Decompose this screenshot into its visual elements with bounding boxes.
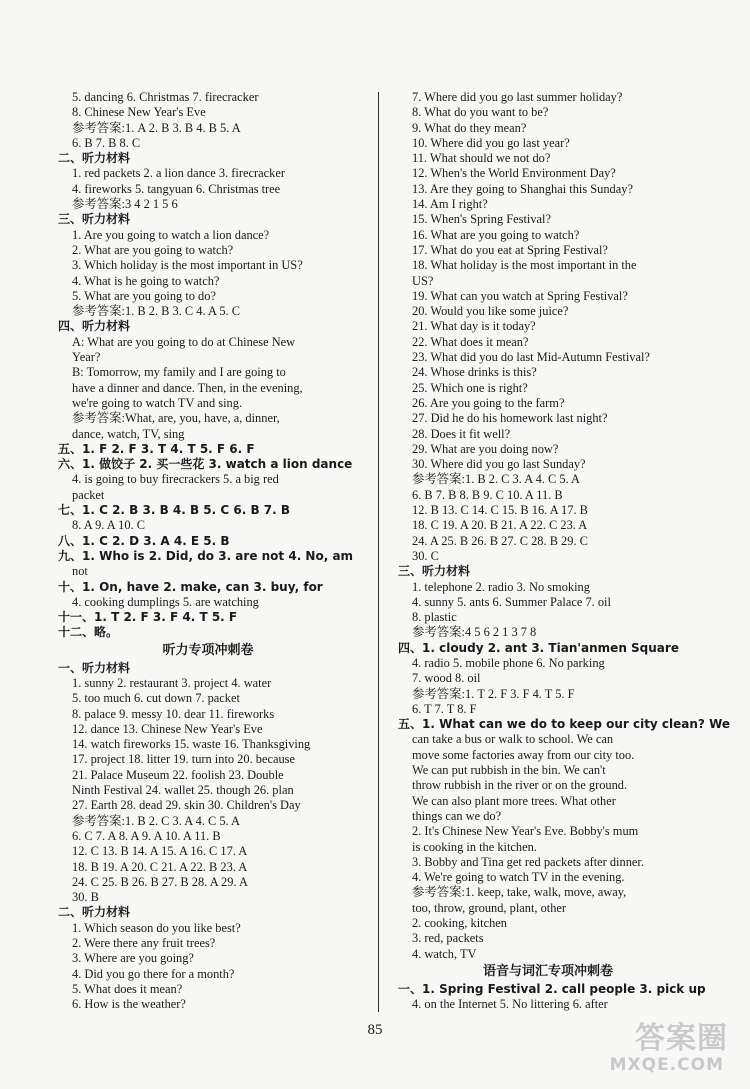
text-line: 2. What are you going to watch?: [72, 242, 234, 257]
text-line: 6. B 7. B 8. C: [72, 135, 141, 150]
text-line: 28. Does it fit well?: [412, 426, 511, 441]
text-line: We can also plant more trees. What other: [412, 793, 616, 808]
section-heading: 七、1. C 2. B 3. B 4. B 5. C 6. B 7. B: [58, 503, 291, 518]
text-line: 6. B 7. B 8. B 9. C 10. A 11. B: [412, 487, 563, 502]
text-line: 19. What can you watch at Spring Festival?: [412, 288, 628, 303]
text-line: have a dinner and dance. Then, in the evening,: [72, 380, 303, 395]
text-line: 参考答案:1. A 2. B 3. B 4. B 5. A: [72, 120, 241, 135]
text-line: 21. Palace Museum 22. foolish 23. Double: [72, 767, 284, 782]
section-title: 语音与词汇专项冲刺卷: [482, 963, 613, 979]
text-line: 13. Are they going to Shanghai this Sunday?: [412, 181, 633, 196]
text-line: 3. Which holiday is the most important in US?: [72, 258, 303, 273]
text-line: 10. Where did you go last year?: [412, 135, 570, 150]
section-heading: 四、1. cloudy 2. ant 3. Tian'anmen Square: [398, 640, 679, 655]
text-line: 14. watch fireworks 15. waste 16. Thanksgiving: [72, 737, 311, 752]
watermark-logo: [609, 1011, 728, 1081]
text-line: 18. B 19. A 20. C 21. A 22. B 23. A: [72, 859, 248, 874]
text-line: 8. What do you want to be?: [412, 105, 549, 120]
text-line: 17. What do you eat at Spring Festival?: [412, 242, 608, 257]
text-line: 7. Where did you go last summer holiday?: [412, 90, 623, 104]
text-line: 1. sunny 2. restaurant 3. project 4. water: [72, 675, 272, 690]
section-heading: 一、听力材料: [58, 660, 131, 675]
text-line: 15. When's Spring Festival?: [412, 212, 551, 227]
text-line: we're going to watch TV and sing.: [72, 395, 243, 410]
text-line: 4. is going to buy firecrackers 5. a big red: [72, 472, 279, 487]
text-line: 4. radio 5. mobile phone 6. No parking: [412, 655, 605, 670]
text-line: 14. Am I right?: [412, 197, 488, 212]
text-line: 参考答案:What, are, you, have, a, dinner,: [72, 411, 280, 426]
right-column: [398, 90, 731, 1013]
text-line: 6. How is the weather?: [72, 997, 186, 1012]
text-line: Ninth Festival 24. wallet 25. though 26. plan: [72, 783, 294, 798]
text-line: 4. What is he going to watch?: [72, 273, 220, 288]
section-heading: 十、1. On, have 2. make, can 3. buy, for: [58, 579, 323, 594]
section-heading: 二、听力材料: [58, 151, 131, 166]
text-line: 参考答案:1. B 2. C 3. A 4. C 5. A: [72, 813, 240, 828]
text-line: 27. Earth 28. dead 29. skin 30. Children's Day: [72, 798, 301, 813]
text-line: 29. What are you doing now?: [412, 441, 559, 456]
text-line: 9. What do they mean?: [412, 120, 527, 135]
text-line: A: What are you going to do at Chinese New: [72, 334, 296, 349]
section-heading: 五、1. F 2. F 3. T 4. T 5. F 6. F: [58, 441, 255, 456]
text-line: 参考答案:1. T 2. F 3. F 4. T 5. F: [412, 686, 575, 701]
text-line: 26. Are you going to the farm?: [412, 395, 565, 410]
text-line: 5. dancing 6. Christmas 7. firecracker: [72, 90, 259, 104]
text-line: 8. A 9. A 10. C: [72, 518, 145, 533]
text-line: 30. Where did you go last Sunday?: [412, 457, 586, 472]
text-line: 24. A 25. B 26. B 27. C 28. B 29. C: [412, 533, 588, 548]
text-line: 18. C 19. A 20. B 21. A 22. C 23. A: [412, 518, 588, 533]
text-line: 5. too much 6. cut down 7. packet: [72, 691, 240, 706]
text-line: too, throw, ground, plant, other: [412, 900, 567, 915]
text-line: 1. telephone 2. radio 3. No smoking: [412, 579, 590, 594]
text-line: throw rubbish in the river or on the ground.: [412, 778, 628, 793]
text-line: is cooking in the kitchen.: [412, 839, 537, 854]
text-line: 16. What are you going to watch?: [412, 227, 580, 242]
text-line: 3. Where are you going?: [72, 951, 194, 966]
text-line: can take a bus or walk to school. We can: [412, 732, 614, 747]
text-line: 12. When's the World Environment Day?: [412, 166, 616, 181]
section-heading: 五、1. What can we do to keep our city clean? We: [398, 717, 731, 732]
text-line: 25. Which one is right?: [412, 380, 528, 395]
page-number: 85: [367, 1022, 383, 1038]
text-line: move some factories away from our city too.: [412, 747, 635, 762]
section-title: 听力专项冲刺卷: [162, 642, 254, 658]
text-line: 3. red, packets: [412, 931, 484, 946]
text-line: Year?: [72, 350, 101, 365]
watermark-logo-text: 答案圈: [635, 1021, 728, 1056]
text-line: 8. palace 9. messy 10. dear 11. fireworks: [72, 706, 275, 721]
text-line: 4. sunny 5. ants 6. Summer Palace 7. oil: [412, 594, 611, 609]
text-line: 1. Are you going to watch a lion dance?: [72, 227, 270, 242]
section-heading: 三、听力材料: [58, 212, 131, 227]
text-line: US?: [412, 273, 434, 288]
text-line: 6. C 7. A 8. A 9. A 10. A 11. B: [72, 828, 221, 843]
text-line: 22. What does it mean?: [412, 334, 529, 349]
section-heading: 九、1. Who is 2. Did, do 3. are not 4. No, am: [58, 548, 354, 563]
text-line: 参考答案:1. B 2. B 3. C 4. A 5. C: [72, 304, 240, 319]
text-line: 4. watch, TV: [412, 946, 477, 961]
text-line: 17. project 18. litter 19. turn into 20. because: [72, 752, 295, 767]
left-column: [58, 90, 358, 1013]
section-heading: 十一、1. T 2. F 3. F 4. T 5. F: [58, 610, 238, 625]
text-line: 24. Whose drinks is this?: [412, 365, 537, 380]
text-line: B: Tomorrow, my family and I are going to: [72, 365, 286, 380]
text-line: 23. What did you do last Mid-Autumn Festival?: [412, 350, 650, 365]
text-line: 4. cooking dumplings 5. are watching: [72, 594, 259, 609]
watermark-site-text: MXQE.COM: [609, 1055, 724, 1075]
section-heading: 八、1. C 2. D 3. A 4. E 5. B: [58, 533, 230, 548]
text-line: 3. Bobby and Tina get red packets after dinner.: [412, 854, 644, 869]
text-line: We can put rubbish in the bin. We can't: [412, 763, 606, 778]
section-heading: 六、1. 做饺子 2. 买一些花 3. watch a lion dance: [58, 457, 353, 472]
column-divider: [378, 92, 379, 1012]
text-line: 21. What day is it today?: [412, 319, 536, 334]
text-line: 24. C 25. B 26. B 27. B 28. A 29. A: [72, 874, 248, 889]
text-line: 20. Would you like some juice?: [412, 304, 569, 319]
text-line: 12. B 13. C 14. C 15. B 16. A 17. B: [412, 503, 588, 518]
text-line: 参考答案:3 4 2 1 5 6: [72, 197, 178, 212]
text-line: 11. What should we not do?: [412, 151, 551, 166]
text-line: 2. cooking, kitchen: [412, 916, 507, 931]
text-line: 4. on the Internet 5. No littering 6. after: [412, 997, 608, 1012]
text-line: 2. Were there any fruit trees?: [72, 936, 216, 951]
text-line: 1. red packets 2. a lion dance 3. firecracker: [72, 166, 285, 181]
text-line: things can we do?: [412, 808, 502, 823]
text-line: 6. T 7. T 8. F: [412, 701, 477, 716]
section-heading: 二、听力材料: [58, 905, 131, 920]
text-line: 8. Chinese New Year's Eve: [72, 105, 206, 120]
text-line: 2. It's Chinese New Year's Eve. Bobby's mum: [412, 824, 639, 839]
text-line: not: [72, 564, 88, 579]
text-line: 12. C 13. B 14. A 15. A 16. C 17. A: [72, 844, 248, 859]
text-line: 30. B: [72, 890, 99, 905]
text-line: 参考答案:1. keep, take, walk, move, away,: [412, 885, 627, 900]
text-line: 参考答案:4 5 6 2 1 3 7 8: [412, 625, 537, 640]
text-line: 18. What holiday is the most important in the: [412, 258, 637, 273]
section-heading: 三、听力材料: [398, 564, 471, 579]
text-line: 12. dance 13. Chinese New Year's Eve: [72, 721, 263, 736]
section-heading: 四、听力材料: [58, 319, 131, 334]
text-line: 8. plastic: [412, 610, 457, 625]
text-line: 5. What are you going to do?: [72, 288, 216, 303]
text-line: 27. Did he do his homework last night?: [412, 411, 608, 426]
text-line: 5. What does it mean?: [72, 981, 183, 996]
section-heading: 一、1. Spring Festival 2. call people 3. pick up: [398, 981, 706, 996]
text-line: 4. fireworks 5. tangyuan 6. Christmas tree: [72, 181, 281, 196]
text-line: packet: [72, 487, 105, 502]
text-line: 4. Did you go there for a month?: [72, 966, 235, 981]
text-line: 30. C: [412, 548, 439, 563]
text-line: 4. We're going to watch TV in the evening.: [412, 870, 625, 885]
text-line: 7. wood 8. oil: [412, 671, 481, 686]
text-line: dance, watch, TV, sing: [72, 426, 185, 441]
text-line: 参考答案:1. B 2. C 3. A 4. C 5. A: [412, 472, 580, 487]
section-heading: 十二、略。: [58, 625, 119, 640]
text-line: 1. Which season do you like best?: [72, 920, 241, 935]
